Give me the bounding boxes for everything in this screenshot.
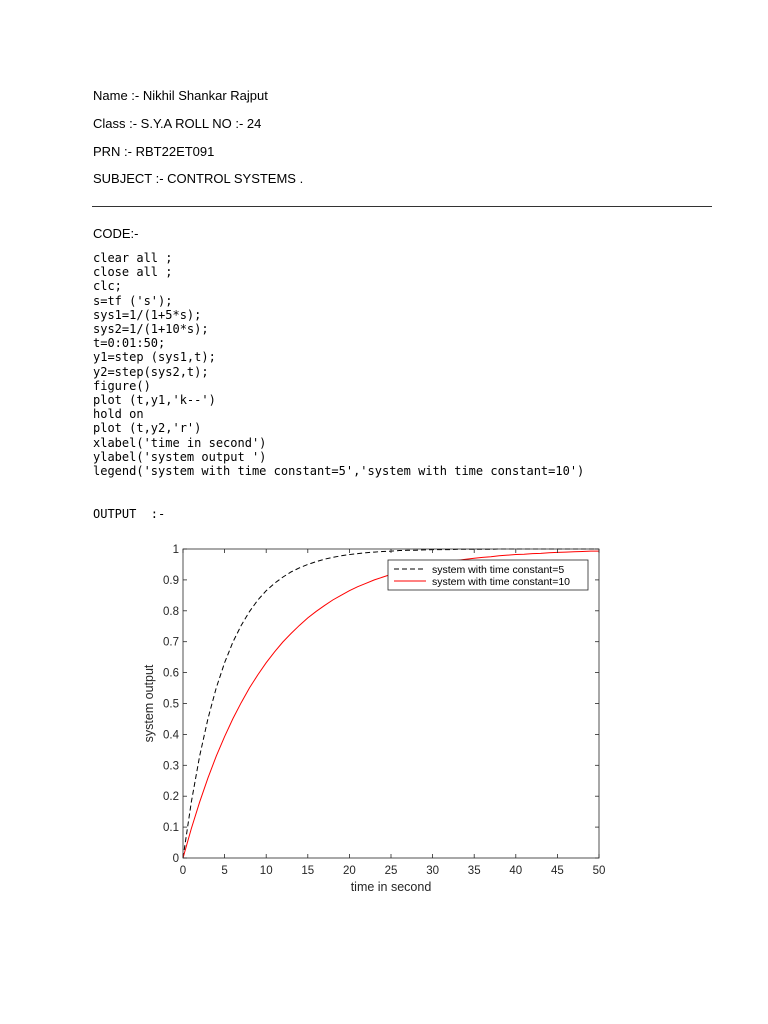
code-line: t=0:01:50; [93, 336, 166, 351]
code-line: plot (t,y2,'r') [93, 421, 202, 436]
y-axis-label: system output [142, 664, 156, 743]
code-block [93, 251, 584, 478]
code-line: clc; [93, 279, 122, 294]
code-line: sys2=1/(1+10*s); [93, 322, 209, 337]
x-axis-label: time in second [350, 880, 432, 894]
code-heading: CODE:- [93, 226, 139, 241]
y-tick-label: 0.1 [163, 822, 179, 835]
y-tick-label: 0.2 [163, 791, 179, 804]
x-tick-label: 5 [221, 865, 228, 877]
legend-entry-1: system with time constant=5 [432, 564, 565, 576]
y-tick-label: 0.7 [163, 636, 179, 649]
x-tick-label: 20 [343, 865, 356, 877]
code-line: close all ; [93, 265, 173, 280]
x-tick-label: 25 [384, 865, 398, 877]
code-line: y1=step (sys1,t); [93, 350, 216, 365]
step-response-chart [135, 535, 615, 905]
code-line: xlabel('time in second') [93, 435, 267, 450]
output-heading: OUTPUT :- [93, 507, 166, 521]
code-line: plot (t,y1,'k--') [93, 393, 216, 408]
prn-line: PRN :- RBT22ET091 [93, 144, 215, 159]
code-line: clear all ; [93, 251, 173, 265]
x-tick-label: 45 [551, 865, 564, 877]
x-tick-label: 15 [301, 865, 315, 877]
class-roll-line: Class :- S.Y.A ROLL NO :- 24 [93, 116, 262, 131]
x-tick-label: 10 [259, 865, 273, 877]
y-tick-label: 1 [172, 544, 179, 556]
y-tick-label: 0 [172, 853, 179, 865]
y-tick-label: 0.8 [163, 605, 179, 618]
x-tick-label: 30 [426, 865, 439, 877]
x-tick-label: 0 [179, 865, 187, 877]
code-line: y2=step(sys2,t); [93, 364, 209, 379]
plot-background [183, 549, 599, 858]
code-line: figure() [93, 378, 151, 393]
code-line: legend('system with time constant=5','system with time constant=10') [93, 464, 585, 479]
y-tick-label: 0.4 [163, 729, 179, 742]
y-tick-label: 0.5 [163, 698, 179, 711]
y-tick-label: 0.3 [163, 760, 179, 773]
x-tick-label: 50 [592, 865, 606, 877]
y-tick-label: 0.9 [163, 574, 179, 587]
horizontal-divider [92, 206, 712, 207]
code-line: ylabel('system output ') [93, 449, 267, 464]
x-tick-label: 40 [509, 865, 523, 877]
code-line: s=tf ('s'); [93, 293, 173, 308]
y-tick-label: 0.6 [163, 667, 179, 680]
code-line: sys1=1/(1+5*s); [93, 307, 202, 322]
code-line: hold on [93, 407, 144, 422]
x-tick-label: 35 [467, 865, 481, 877]
legend-entry-2: system with time constant=10 [432, 576, 571, 588]
student-name-line: Name :- Nikhil Shankar Rajput [93, 88, 268, 103]
subject-line: SUBJECT :- CONTROL SYSTEMS . [93, 171, 304, 186]
